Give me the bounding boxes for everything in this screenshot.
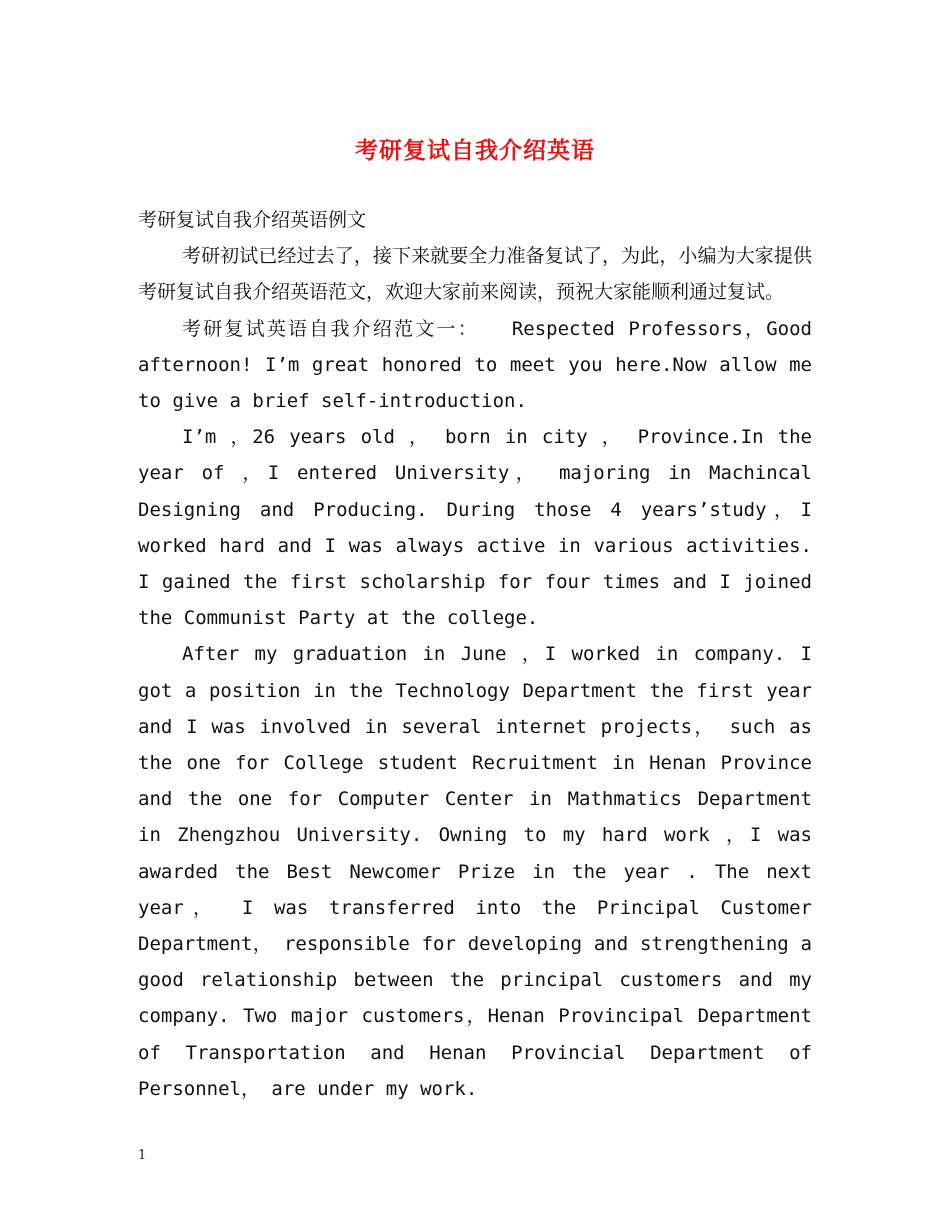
document-body [138,202,812,1107]
page-number: 1 [138,1148,147,1163]
paragraph-work-experience: After my graduation in June ，I worked in company. I got a position in the Technology Department the first year and I was involved in several internet projects， such as the one for College student Recruitment in Henan Province and the one for Computer Center in Mathmatics Department in Zhengzhou University. Owning to my hard work ，I was awarded the Best Newcomer Prize in the year . The next year， I was transferred into the Principal Customer Department， responsible for developing and strengthening a good relationship between the principal customers and my company. Two major customers，Henan Provincipal Department of Transportation and Henan Provincial Department of Personnel， are under my work. [138,643,812,1100]
document-title: 考研复试自我介绍英语 [355,137,595,164]
paragraph-sample-one: 考研复试英语自我介绍范文一： Respected Professors，Good afternoon! I’m great honored to meet you here.Now allow me to give a brief self-introduction. [138,317,812,413]
subheading: 考研复试自我介绍英语例文 [138,209,367,231]
paragraph-background: I’m ，26 years old ， born in city ， Province.In the year of ，I entered University， majoring in Machincal Designing and Producing. During those 4 years’study，I worked hard and I was always active in various activities. I gained the first scholarship for four times and I joined the Communist Party at the college. [138,426,812,630]
paragraph-intro: 考研初试已经过去了，接下来就要全力准备复试了，为此，小编为大家提供考研复试自我介绍英语范文，欢迎大家前来阅读，预祝大家能顺利通过复试。 [138,245,812,304]
